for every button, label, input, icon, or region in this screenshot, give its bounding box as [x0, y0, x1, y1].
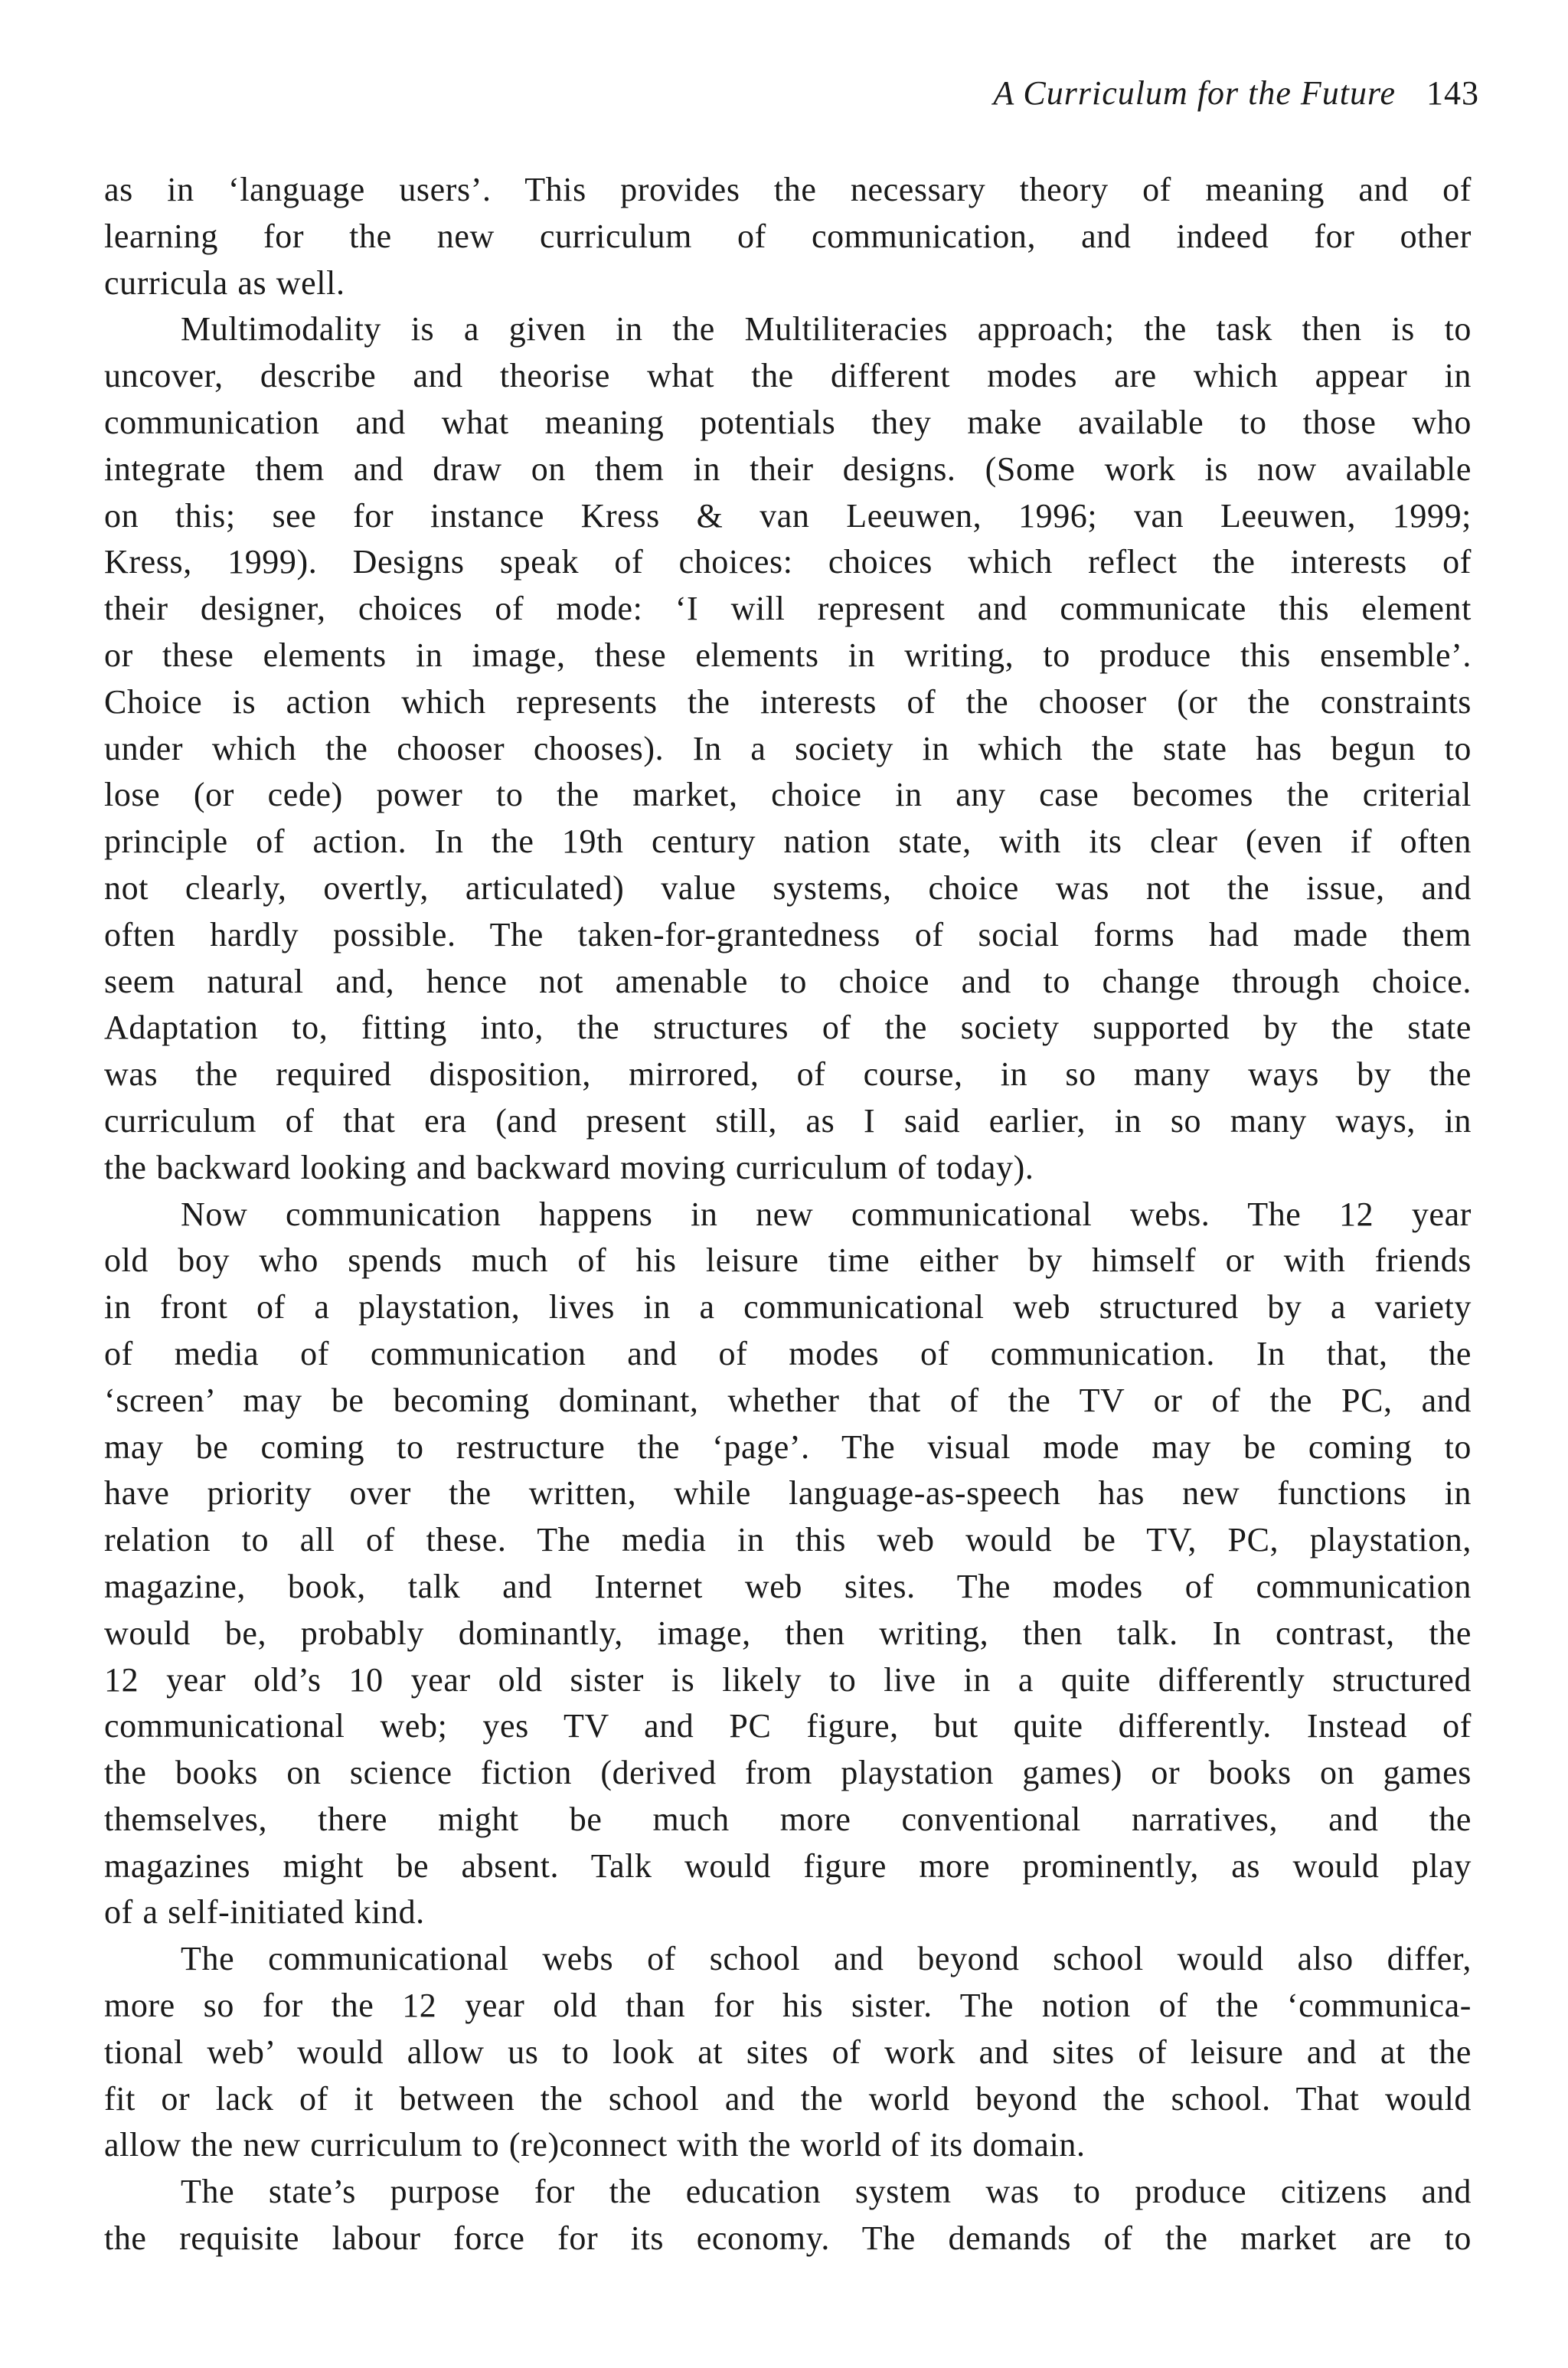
paragraph-line: the backward looking and backward moving curriculum of today).: [104, 1148, 1034, 1186]
paragraph-line: was the required disposition, mirrored, of course, in so many ways by the: [104, 1055, 1472, 1094]
paragraph-line: of media of communication and of modes of communication. In that, the: [104, 1334, 1472, 1372]
paragraph-line: Kress, 1999). Designs speak of choices: choices which reflect the interests of: [104, 543, 1472, 581]
paragraph-line: magazines might be absent. Talk would figure more prominently, as would play: [104, 1846, 1472, 1885]
paragraph-line: under which the chooser chooses). In a society in which the state has begun to: [104, 729, 1472, 767]
running-head: [993, 70, 1479, 116]
paragraph-line: The communicational webs of school and beyond school would also differ,: [181, 1940, 1472, 1978]
paragraph-line: lose (or cede) power to the market, choice in any case becomes the criterial: [104, 776, 1472, 814]
paragraph-line: seem natural and, hence not amenable to choice and to change through choice.: [104, 962, 1472, 1000]
body-text: [104, 167, 1472, 2262]
paragraph-line: curricula as well.: [104, 263, 345, 302]
paragraph-line: 12 year old’s 10 year old sister is likely to live in a quite differently structured: [104, 1660, 1472, 1699]
paragraph-line: would be, probably dominantly, image, then writing, then talk. In contrast, the: [104, 1614, 1472, 1652]
paragraph-line: communicational web; yes TV and PC figure, but quite differently. Instead of: [104, 1707, 1472, 1745]
paragraph-line: have priority over the written, while language-as-speech has new functions in: [104, 1474, 1472, 1513]
paragraph-line: as in ‘language users’. This provides the necessary theory of meaning and of: [104, 171, 1472, 208]
paragraph-line: allow the new curriculum to (re)connect with the world of its domain.: [104, 2126, 1086, 2164]
paragraph-line: their designer, choices of mode: ‘I will represent and communicate this element: [104, 590, 1472, 628]
paragraph-line: The state’s purpose for the education system was to produce citizens and: [181, 2173, 1472, 2211]
paragraph-line: the books on science fiction (derived from playstation games) or books on games: [104, 1754, 1472, 1792]
paragraph-line: integrate them and draw on them in their designs. (Some work is now available: [104, 450, 1472, 488]
paragraph-line: in front of a playstation, lives in a communicational web structured by a variety: [104, 1288, 1472, 1326]
paragraph-line: magazine, book, talk and Internet web sites. The modes of communication: [104, 1567, 1472, 1605]
paragraph-line: curriculum of that era (and present still, as I said earlier, in so many ways, in: [104, 1101, 1472, 1140]
paragraph-line: or these elements in image, these elements in writing, to produce this ensemble’.: [104, 636, 1472, 674]
paragraph-line: communication and what meaning potentials they make available to those who: [104, 403, 1472, 441]
page-number: 143: [1426, 74, 1479, 112]
paragraph-line: tional web’ would allow us to look at sites of work and sites of leisure and at the: [104, 2033, 1472, 2071]
paragraph-line: relation to all of these. The media in this web would be TV, PC, playstation,: [104, 1521, 1472, 1559]
paragraph-line: Now communication happens in new communicational webs. The 12 year: [181, 1195, 1472, 1233]
paragraph-line: not clearly, overtly, articulated) value systems, choice was not the issue, and: [104, 868, 1472, 907]
paragraph-line: ‘screen’ may be becoming dominant, whether that of the TV or of the PC, and: [104, 1381, 1472, 1419]
paragraph-line: uncover, describe and theorise what the different modes are which appear in: [104, 357, 1472, 395]
running-title: A Curriculum for the Future: [993, 74, 1396, 112]
paragraph-line: learning for the new curriculum of communication, and indeed for other: [104, 217, 1472, 255]
paragraph-line: Choice is action which represents the interests of the chooser (or the constraints: [104, 682, 1472, 721]
paragraph-line: of a self-initiated kind.: [104, 1893, 425, 1931]
paragraph-line: old boy who spends much of his leisure time either by himself or with friends: [104, 1241, 1472, 1280]
paragraph-line: fit or lack of it between the school and the world beyond the school. That would: [104, 2079, 1472, 2118]
paragraph-line: the requisite labour force for its economy. The demands of the market are to: [104, 2219, 1472, 2258]
paragraph-line: Adaptation to, fitting into, the structures of the society supported by the state: [104, 1009, 1472, 1047]
paragraph-line: may be coming to restructure the ‘page’. The visual mode may be coming to: [104, 1428, 1472, 1466]
paragraph-line: themselves, there might be much more conventional narratives, and the: [104, 1800, 1472, 1838]
paragraph-line: more so for the 12 year old than for his sister. The notion of the ‘communica-: [104, 1987, 1472, 2025]
paragraph-line: on this; see for instance Kress & van Leeuwen, 1996; van Leeuwen, 1999;: [104, 496, 1472, 535]
paragraph-line: often hardly possible. The taken-for-grantedness of social forms had made them: [104, 915, 1472, 953]
paragraph-line: Multimodality is a given in the Multiliteracies approach; the task then is to: [181, 310, 1472, 348]
paragraph-line: principle of action. In the 19th century nation state, with its clear (even if often: [104, 823, 1472, 861]
